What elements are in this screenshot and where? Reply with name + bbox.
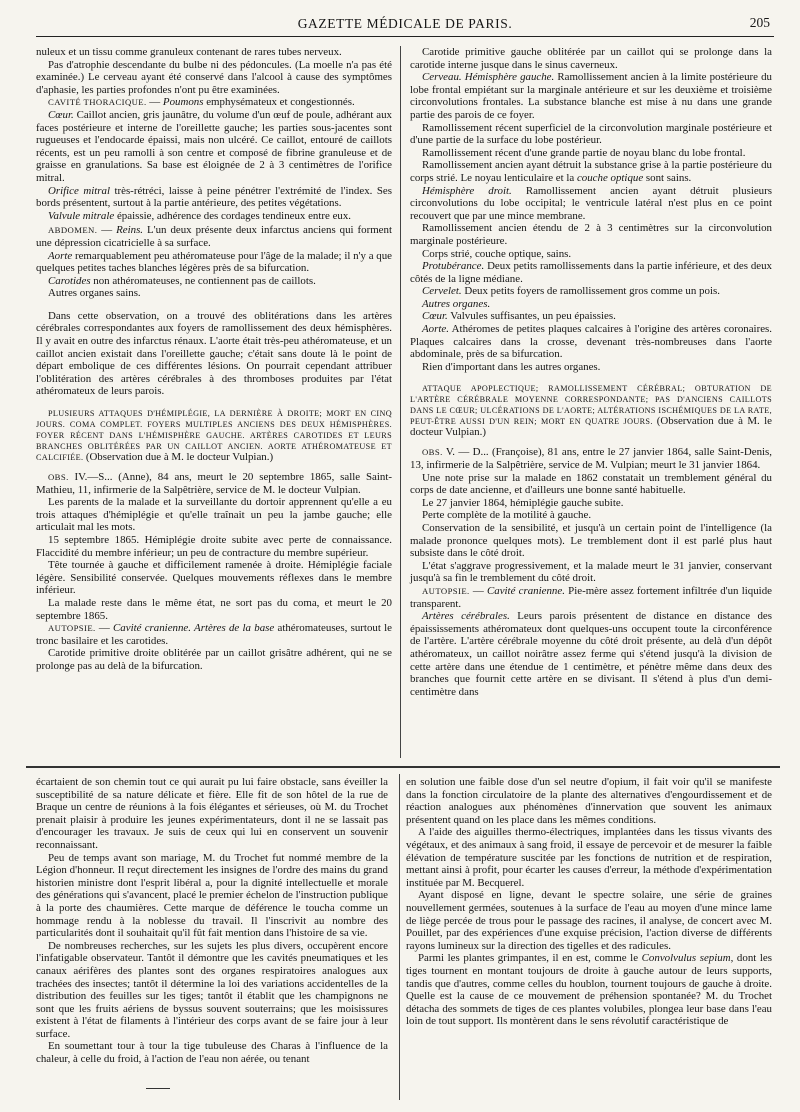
paragraph: Carotide primitive droite oblitérée par un caillot grisâtre adhérent, qui ne se prolonge pas au delà de la bifurcation.: [36, 647, 392, 672]
paragraph: Autres organes sains.: [48, 287, 141, 300]
page-number: 205: [749, 15, 770, 30]
paragraph: Hémisphère droit. Ramollissement ancien ayant détruit plusieurs circonvolutions du lobe occipital; le ventricule latéral n'est plus en ce point recouvert que par une mince membrane.: [410, 184, 772, 222]
publication-title: GAZETTE MÉDICALE DE PARIS.: [297, 16, 513, 31]
paragraph: Perte complète de la motilité à gauche.: [422, 509, 592, 522]
paragraph: Ramollissement ancien ayant détruit la substance grise à la partie postérieure du corps strié. Le noyau lenticulaire et la couche optique sont sains.: [410, 159, 772, 184]
column-1: [36, 46, 392, 673]
paragraph: Aorte. Athéromes de petites plaques calcaires à l'origine des artères coronaires. Plaques calcaires dans la crosse, devenant très-nombreuses dans l'aorte abdominale, près de sa bifurcation.: [410, 323, 772, 361]
paragraph: Artères cérébrales. Leurs parois présentent de distance en distance des épaississements athéromateux dont quelques-uns occupent toute la circonférence de l'artère. L'artère cérébrale moyenne du côté droit présente, au delà d'un dépôt athéromateux, un caillot noirâtre assez ferme qui s'étend jusqu'à la division de cette artère dans une étendue de 1 centimètre, et pénètre même dans deux des branches que fournit cette artère en se divisant. Il s'étend à plus d'un demi-centimètre dans: [410, 610, 772, 698]
paragraph: écartaient de son chemin tout ce qui aurait pu lui faire obstacle, sans éveiller la susceptibilité de sa nature délicate et fière. Elle fit de son hôtel de la rue de Braque un centre de réunions à la fois élégantes et sérieuses, où M. du Trochet prenait plaisir à produire les jeunes expérimentateurs, dont il ne se lassait pas d'encourager les travaux. Je suis de ceux qui lui en conservent un souvenir reconnaissant.: [36, 776, 388, 851]
section-divider: [26, 766, 780, 768]
paragraph: En soumettant tour à tour la tige tubuleuse des Charas à l'influence de la chaleur, à celle du froid, à l'action de l'eau non aérée, ou tenant: [36, 1040, 388, 1066]
paragraph: Cœur. Caillot ancien, gris jaunâtre, du volume d'un œuf de poule, adhérant aux faces postérieure et interne de l'oreillette gauche; les parties sous-jacentes sont rugueuses et l'endocarde épaissi, mais non ulcéré. Ce caillot, entouré de caillots récents, est un peu ramolli à son centre et composé de fibrine granuleuse et de graisse en granulations. Sa base est éloignée de 2 à 3 centimètres de l'orifice mitral.: [36, 108, 392, 184]
paragraph: nuleux et un tissu comme granuleux contenant de rares tubes nerveux.: [36, 46, 342, 58]
observation-heading: ATTAQUE APOPLECTIQUE; RAMOLLISSEMENT CÉRÉBRAL; OBTURATION DE L'ARTÈRE CÉRÉBRALE MOYENNE CORRESPONDANTE; PAS D'ANCIENS CAILLOTS DANS LE CŒUR; ULCÉRATIONS DE L'AORTE; ALTÉRATIONS ISCHÉMIQUES DE LA RATE, PEUT-ÊTRE AUSSI D'UN REIN; MORT EN QUATRE JOURS. (Observation due à M. le docteur Vulpian.): [410, 384, 772, 439]
paragraph: Dans cette observation, on a trouvé des oblitérations dans les artères cérébrales correspondantes aux foyers de ramollissement des deux hémisphères. Il y avait en outre des infarctus rénaux. L'aorte était très-peu athéromateuse, et un caillot ancien existait dans l'oreillette gauche; c'était sans doute là le point de départ embolique de ces différentes lésions. On pourrait cependant attribuer l'oblitération des artères cérébrales à des thromboses produites par l'état athéromateux de leurs parois.: [36, 309, 392, 398]
paragraph: Autres organes.: [422, 297, 491, 310]
paragraph: Corps strié, couche optique, sains.: [422, 247, 572, 260]
paragraph: CAVITÉ THORACIQUE. — Poumons emphysémateux et congestionnés.: [48, 96, 355, 109]
end-rule: [146, 1088, 170, 1089]
paragraph: Le 27 janvier 1864, hémiplégie gauche subite.: [422, 496, 624, 509]
column-2: [410, 46, 772, 698]
paragraph: Ramollissement récent d'une grande partie de noyau blanc du lobe frontal.: [422, 146, 746, 159]
paragraph: Cervelet. Deux petits foyers de ramollissement gros comme un pois.: [422, 285, 720, 298]
paragraph: Ramollissement récent superficiel de la circonvolution marginale postérieure et d'une partie de la surface du lobe postérieur.: [410, 121, 772, 147]
paragraph: L'état s'aggrave progressivement, et la malade meurt le 31 janvier, conservant jusqu'à sa fin le tremblement du côté droit.: [410, 559, 772, 585]
paragraph: Carotide primitive gauche oblitérée par un caillot qui se prolonge dans la carotide interne jusque dans le sinus caverneux.: [410, 46, 772, 71]
paragraph: Les parents de la malade et la surveillante du dortoir apprennent qu'elle a eu trois attaques d'hémiplégie et qu'elle traînait un peu la jambe gauche; elle articulait mal les mots.: [36, 496, 392, 534]
paragraph: Protubérance. Deux petits ramollissements dans la partie inférieure, et des deux côtés de la ligne médiane.: [410, 260, 772, 285]
paragraph: Pas d'atrophie descendante du bulbe ni des pédoncules. (La moelle n'a pas été examinée.) Le cerveau ayant été conservé dans l'alcool à cause des symptômes d'aphasie, les parties profondes n'ont pu être examinées.: [36, 58, 392, 96]
paragraph: Orifice mitral très-rétréci, laisse à peine pénétrer l'extrémité de l'index. Ses bords présentent, surtout à la partie antérieure, des petites végétations.: [36, 184, 392, 210]
paragraph: Cerveau. Hémisphère gauche. Ramollissement ancien à la limite postérieure du lobe frontal empiétant sur la marginale antérieure et sur les deuxième et troisième circonvolutions frontales. La substance blanche est mise à nu dans une grande partie des parois de ce foyer.: [410, 71, 772, 121]
paragraph: Rien d'important dans les autres organes.: [422, 360, 601, 373]
paragraph: AUTOPSIE. — Cavité cranienne. Pie-mère assez fortement infiltrée d'un liquide transparent.: [410, 584, 772, 610]
paragraph: A l'aide des aiguilles thermo-électriques, implantées dans les tissus vivants des végétaux, et des animaux à sang froid, il essaye de percevoir et de mesurer la faible élévation de température suscitée par les fonctions de nutrition et de respiration, mettant ainsi à profit, pour écarter les causes d'erreur, la méthode d'expérimentation instituée par M. Becquerel.: [406, 826, 772, 889]
paragraph: Une note prise sur la malade en 1862 constatait un tremblement général du corps de date ancienne, et d'ailleurs une bonne santé habituelle.: [410, 471, 772, 497]
paragraph: Conservation de la sensibilité, et jusqu'à un certain point de l'intelligence (la malade prononce quelques mots). Le tremblement dont il est parlé plus haut subsiste dans le côté droit.: [410, 522, 772, 560]
paragraph: De nombreuses recherches, sur les sujets les plus divers, occupèrent encore l'infatigable observateur. Tantôt il démontre que les cavités pneumatiques et les canaux aérifères des plantes sont des organes respiratoires analogues aux trachées des insectes; tantôt il détermine la loi des variations accidentelles de la distribution des feuilles sur les tiges; tantôt il établit que les champignons ne sont que les fruits aériens de byssus souvent souterrains; que les moisissures existent à l'état de filaments à l'intérieur des corps avant de se faire jour à leur surface.: [36, 939, 388, 1040]
column-divider-bottom: [399, 774, 400, 1100]
paragraph: Peu de temps avant son mariage, M. du Trochet fut nommé membre de la Légion d'honneur. Il reçut directement les insignes de l'ordre des mains du grand historien ministre dont l'esprit libéral a, pour la dignité intellectuelle et morale des générations qui s'avancent, placé le premier échelon de l'instruction publique à la porte des chaumières. Cette marque de déférence le toucha comme un hommage rendu à la noblesse du travail. Il l'inscrivit au nombre des particularités dont il souhaitait qu'il fût fait mention dans l'histoire de sa vie.: [36, 851, 388, 940]
paragraph: ABDOMEN. — Reins. L'un deux présente deux infarctus anciens qui forment une dépression cicatricielle à sa surface.: [36, 224, 392, 249]
paragraph: Ramollissement ancien étendu de 2 à 3 centimètres sur la circonvolution marginale postérieure.: [410, 222, 772, 247]
column-divider-top: [400, 46, 401, 758]
paragraph: Cœur. Valvules suffisantes, un peu épaissies.: [422, 310, 616, 323]
paragraph: Ayant disposé en ligne, devant le spectre solaire, une série de graines nouvellement germées, soutenues à la surface de l'eau au moyen d'une mince lame de liège percée de trous pour le passage des racines, il analyse, de concert avec M. Pouillet, par des expériences d'une exquise précision, l'action diverse de différents rayons lumineux sur la direction des tigelles et des radicules.: [406, 889, 772, 952]
paragraph: en solution une faible dose d'un sel neutre d'opium, il fait voir qu'il se manifeste dans la fonction circulatoire de la plante des alternatives d'engourdissement et de réaction analogues aux phénomènes d'innervation que souvent les animaux présentent quand on les place dans les mêmes conditions.: [406, 776, 772, 826]
paragraph: La malade reste dans le même état, ne sort pas du coma, et meurt le 20 septembre 1865.: [36, 596, 392, 622]
paragraph: Carotides non athéromateuses, ne contiennent pas de caillots.: [48, 274, 316, 287]
paragraph: OBS. IV.—S... (Anne), 84 ans, meurt le 20 septembre 1865, salle Saint-Mathieu, 11, infirmerie de la Salpêtrière, service de M. le docteur Vulpian.: [36, 471, 392, 496]
observation-heading: PLUSIEURS ATTAQUES D'HÉMIPLÉGIE, LA DERNIÈRE À DROITE; MORT EN CINQ JOURS. COMA COMPLET. FOYERS MULTIPLES ANCIENS DES DEUX HÉMISPHÈRES. FOYER RÉCENT DANS L'HÉMISPHÈRE GAUCHE. ARTÈRES CAROTIDES ET LEURS BRANCHES OBLITÉRÉES PAR UN CAILLOT ANCIEN. AORTE ATHÉROMATEUSE ET CALCIFIÉE. (Observation due à M. le docteur Vulpian.): [36, 409, 392, 464]
paragraph: Tête tournée à gauche et difficilement ramenée à droite. Hémiplégie faciale légère. Sensibilité conservée. Quelques mouvements réflexes dans le membre inférieur.: [36, 559, 392, 597]
page-header: [36, 14, 774, 37]
paragraph: 15 septembre 1865. Hémiplégie droite subite avec perte de connaissance. Flaccidité du membre inférieur; un peu de contracture du membre supérieur.: [36, 534, 392, 559]
paragraph: Aorte remarquablement peu athéromateuse pour l'âge de la malade; il n'y a que quelques petites taches blanches légères près de sa bifurcation.: [36, 249, 392, 275]
paragraph: Parmi les plantes grimpantes, il en est, comme le Convolvulus sepium, dont les tiges tournent en montant toujours de droite à gauche autour de leurs supports, tandis que d'autres, comme celles du houblon, tournent toujours de gauche à droite. Quelle est la cause de ce mouvement de préhension spontanée? M. du Trochet détacha des sommets de tiges de ces plantes volubiles, plongea leur base dans l'eau loin de tout support. Ils montèrent dans le sens révolutif caractéristique de: [406, 952, 772, 1028]
column-4: [406, 776, 772, 1028]
paragraph: OBS. V. — D... (Françoise), 81 ans, entre le 27 janvier 1864, salle Saint-Denis, 13, infirmerie de la Salpêtrière, service de M. Vulpian; meurt le 31 janvier 1864.: [410, 446, 772, 472]
paragraph: Valvule mitrale épaissie, adhérence des cordages tendineux entre eux.: [48, 209, 352, 222]
paragraph: AUTOPSIE. — Cavité cranienne. Artères de la base athéromateuses, surtout le tronc basilaire et les carotides.: [36, 622, 392, 647]
column-3: [36, 776, 388, 1066]
